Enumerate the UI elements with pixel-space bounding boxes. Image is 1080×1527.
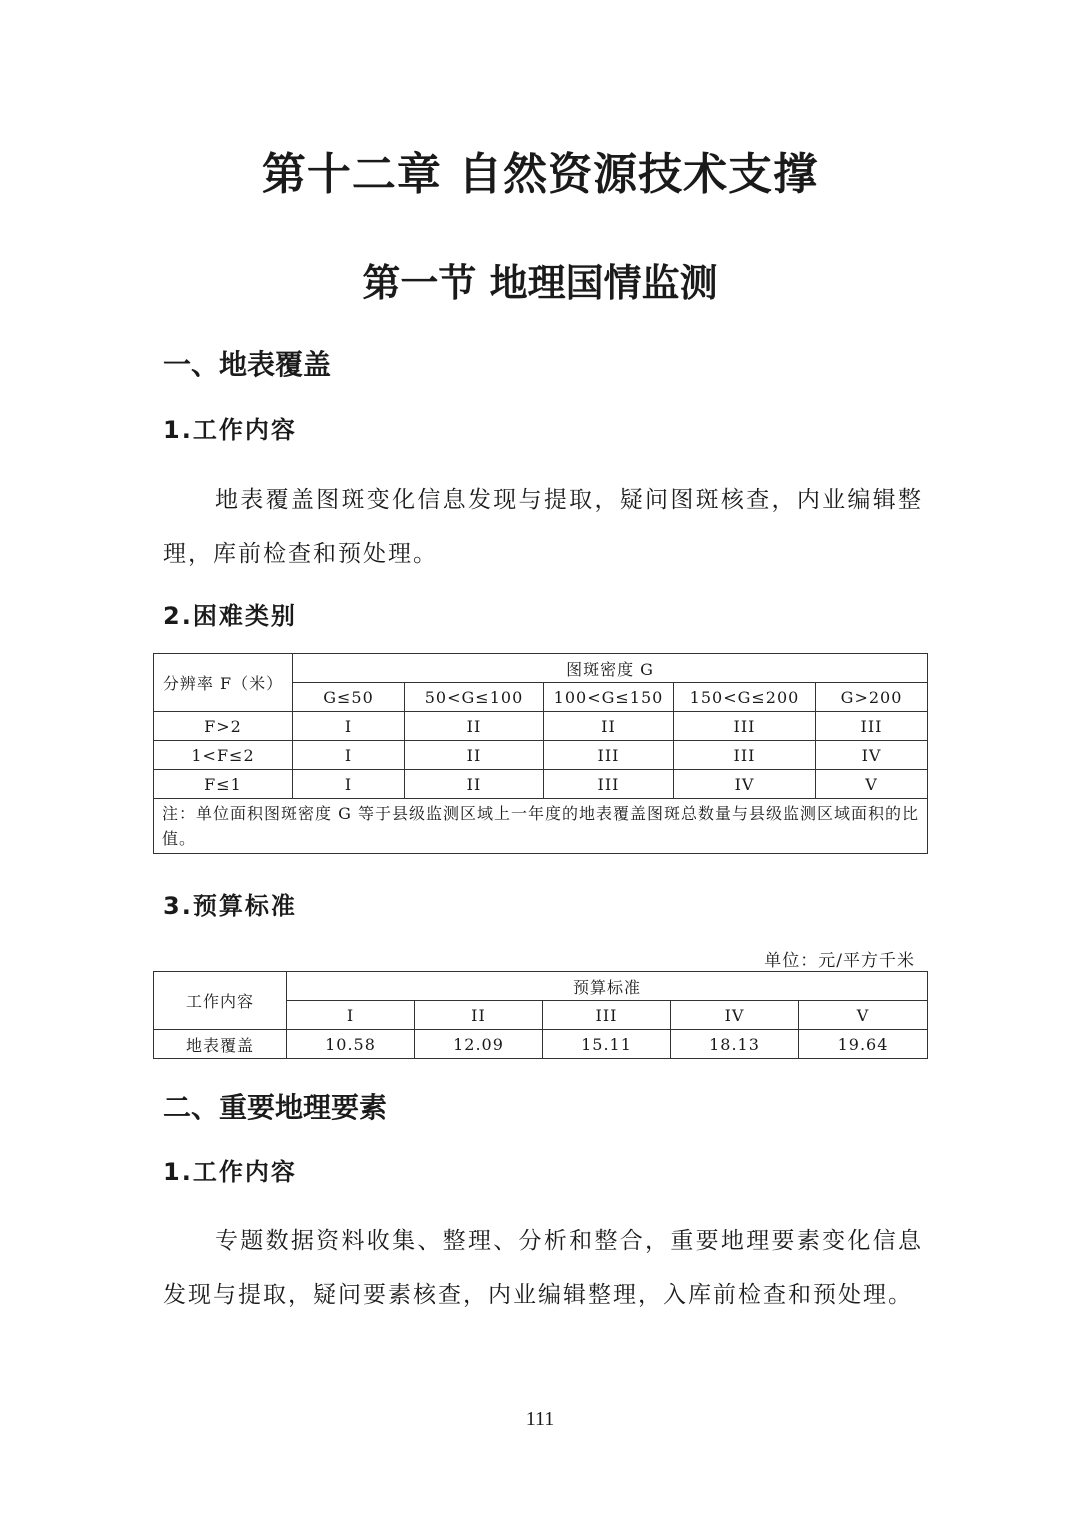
heading-difficulty-category: 2.困难类别 (163, 602, 297, 630)
table-cell: III (544, 770, 674, 799)
table-column-header: 50<G≤100 (405, 683, 544, 712)
table-column-header: 100<G≤150 (544, 683, 674, 712)
heading-budget-standard: 3.预算标准 (163, 892, 297, 920)
table-cell: III (674, 712, 816, 741)
table-cell: 19.64 (799, 1030, 928, 1059)
table-column-header: III (543, 1001, 671, 1030)
table-cell: I (293, 741, 405, 770)
table-row-label: F≤1 (154, 770, 293, 799)
difficulty-table (153, 653, 928, 854)
table-group-header: 图斑密度 G (293, 654, 928, 683)
budget-table (153, 971, 928, 1059)
table-cell: IV (674, 770, 816, 799)
heading-key-geographic-elements: 二、重要地理要素 (163, 1091, 388, 1124)
table-cell: II (544, 712, 674, 741)
table-cell: II (405, 741, 544, 770)
chapter-title: 第十二章 自然资源技术支撑 (261, 149, 819, 200)
table-group-header: 预算标准 (287, 972, 928, 1001)
table-row (154, 770, 928, 799)
table-row (154, 712, 928, 741)
table-cell: III (816, 712, 928, 741)
table-cell: 18.13 (671, 1030, 799, 1059)
table-row-header: 分辨率 F（米） (154, 654, 293, 712)
table-cell: IV (816, 741, 928, 770)
table-row-header: 工作内容 (154, 972, 287, 1030)
heading-land-cover: 一、地表覆盖 (163, 348, 332, 381)
table-column-header: I (287, 1001, 415, 1030)
table-row-label: 1<F≤2 (154, 741, 293, 770)
table-column-header: 150<G≤200 (674, 683, 816, 712)
table-cell: III (544, 741, 674, 770)
table-column-header: G>200 (816, 683, 928, 712)
table-cell: III (674, 741, 816, 770)
table-cell: 15.11 (543, 1030, 671, 1059)
table-row-label: F>2 (154, 712, 293, 741)
table-row (154, 1030, 928, 1059)
paragraph-work-content: 地表覆盖图斑变化信息发现与提取，疑问图斑核查，内业编辑整理，库前检查和预处理。 (163, 487, 923, 567)
heading-work-content: 1.工作内容 (163, 416, 297, 444)
table-cell: V (816, 770, 928, 799)
table-column-header: IV (671, 1001, 799, 1030)
table-row-label: 地表覆盖 (154, 1030, 287, 1059)
table-column-header: G≤50 (293, 683, 405, 712)
heading-work-content-2: 1.工作内容 (163, 1158, 297, 1186)
section-title: 第一节 地理国情监测 (362, 261, 718, 305)
table-cell: 12.09 (415, 1030, 543, 1059)
table-cell: I (293, 770, 405, 799)
table-cell: II (405, 712, 544, 741)
table-cell: 10.58 (287, 1030, 415, 1059)
table-column-header: V (799, 1001, 928, 1030)
unit-label: 单位：元/平方千米 (764, 951, 915, 971)
paragraph-work-content-2: 专题数据资料收集、整理、分析和整合，重要地理要素变化信息发现与提取，疑问要素核查，内业编辑整理，入库前检查和预处理。 (163, 1228, 923, 1308)
table-row (154, 741, 928, 770)
page-number: 111 (525, 1408, 555, 1430)
table-cell: II (405, 770, 544, 799)
table-column-header: II (415, 1001, 543, 1030)
table-cell: I (293, 712, 405, 741)
table-note: 注：单位面积图斑密度 G 等于县级监测区域上一年度的地表覆盖图斑总数量与县级监测区域面积的比值。 (154, 799, 928, 854)
